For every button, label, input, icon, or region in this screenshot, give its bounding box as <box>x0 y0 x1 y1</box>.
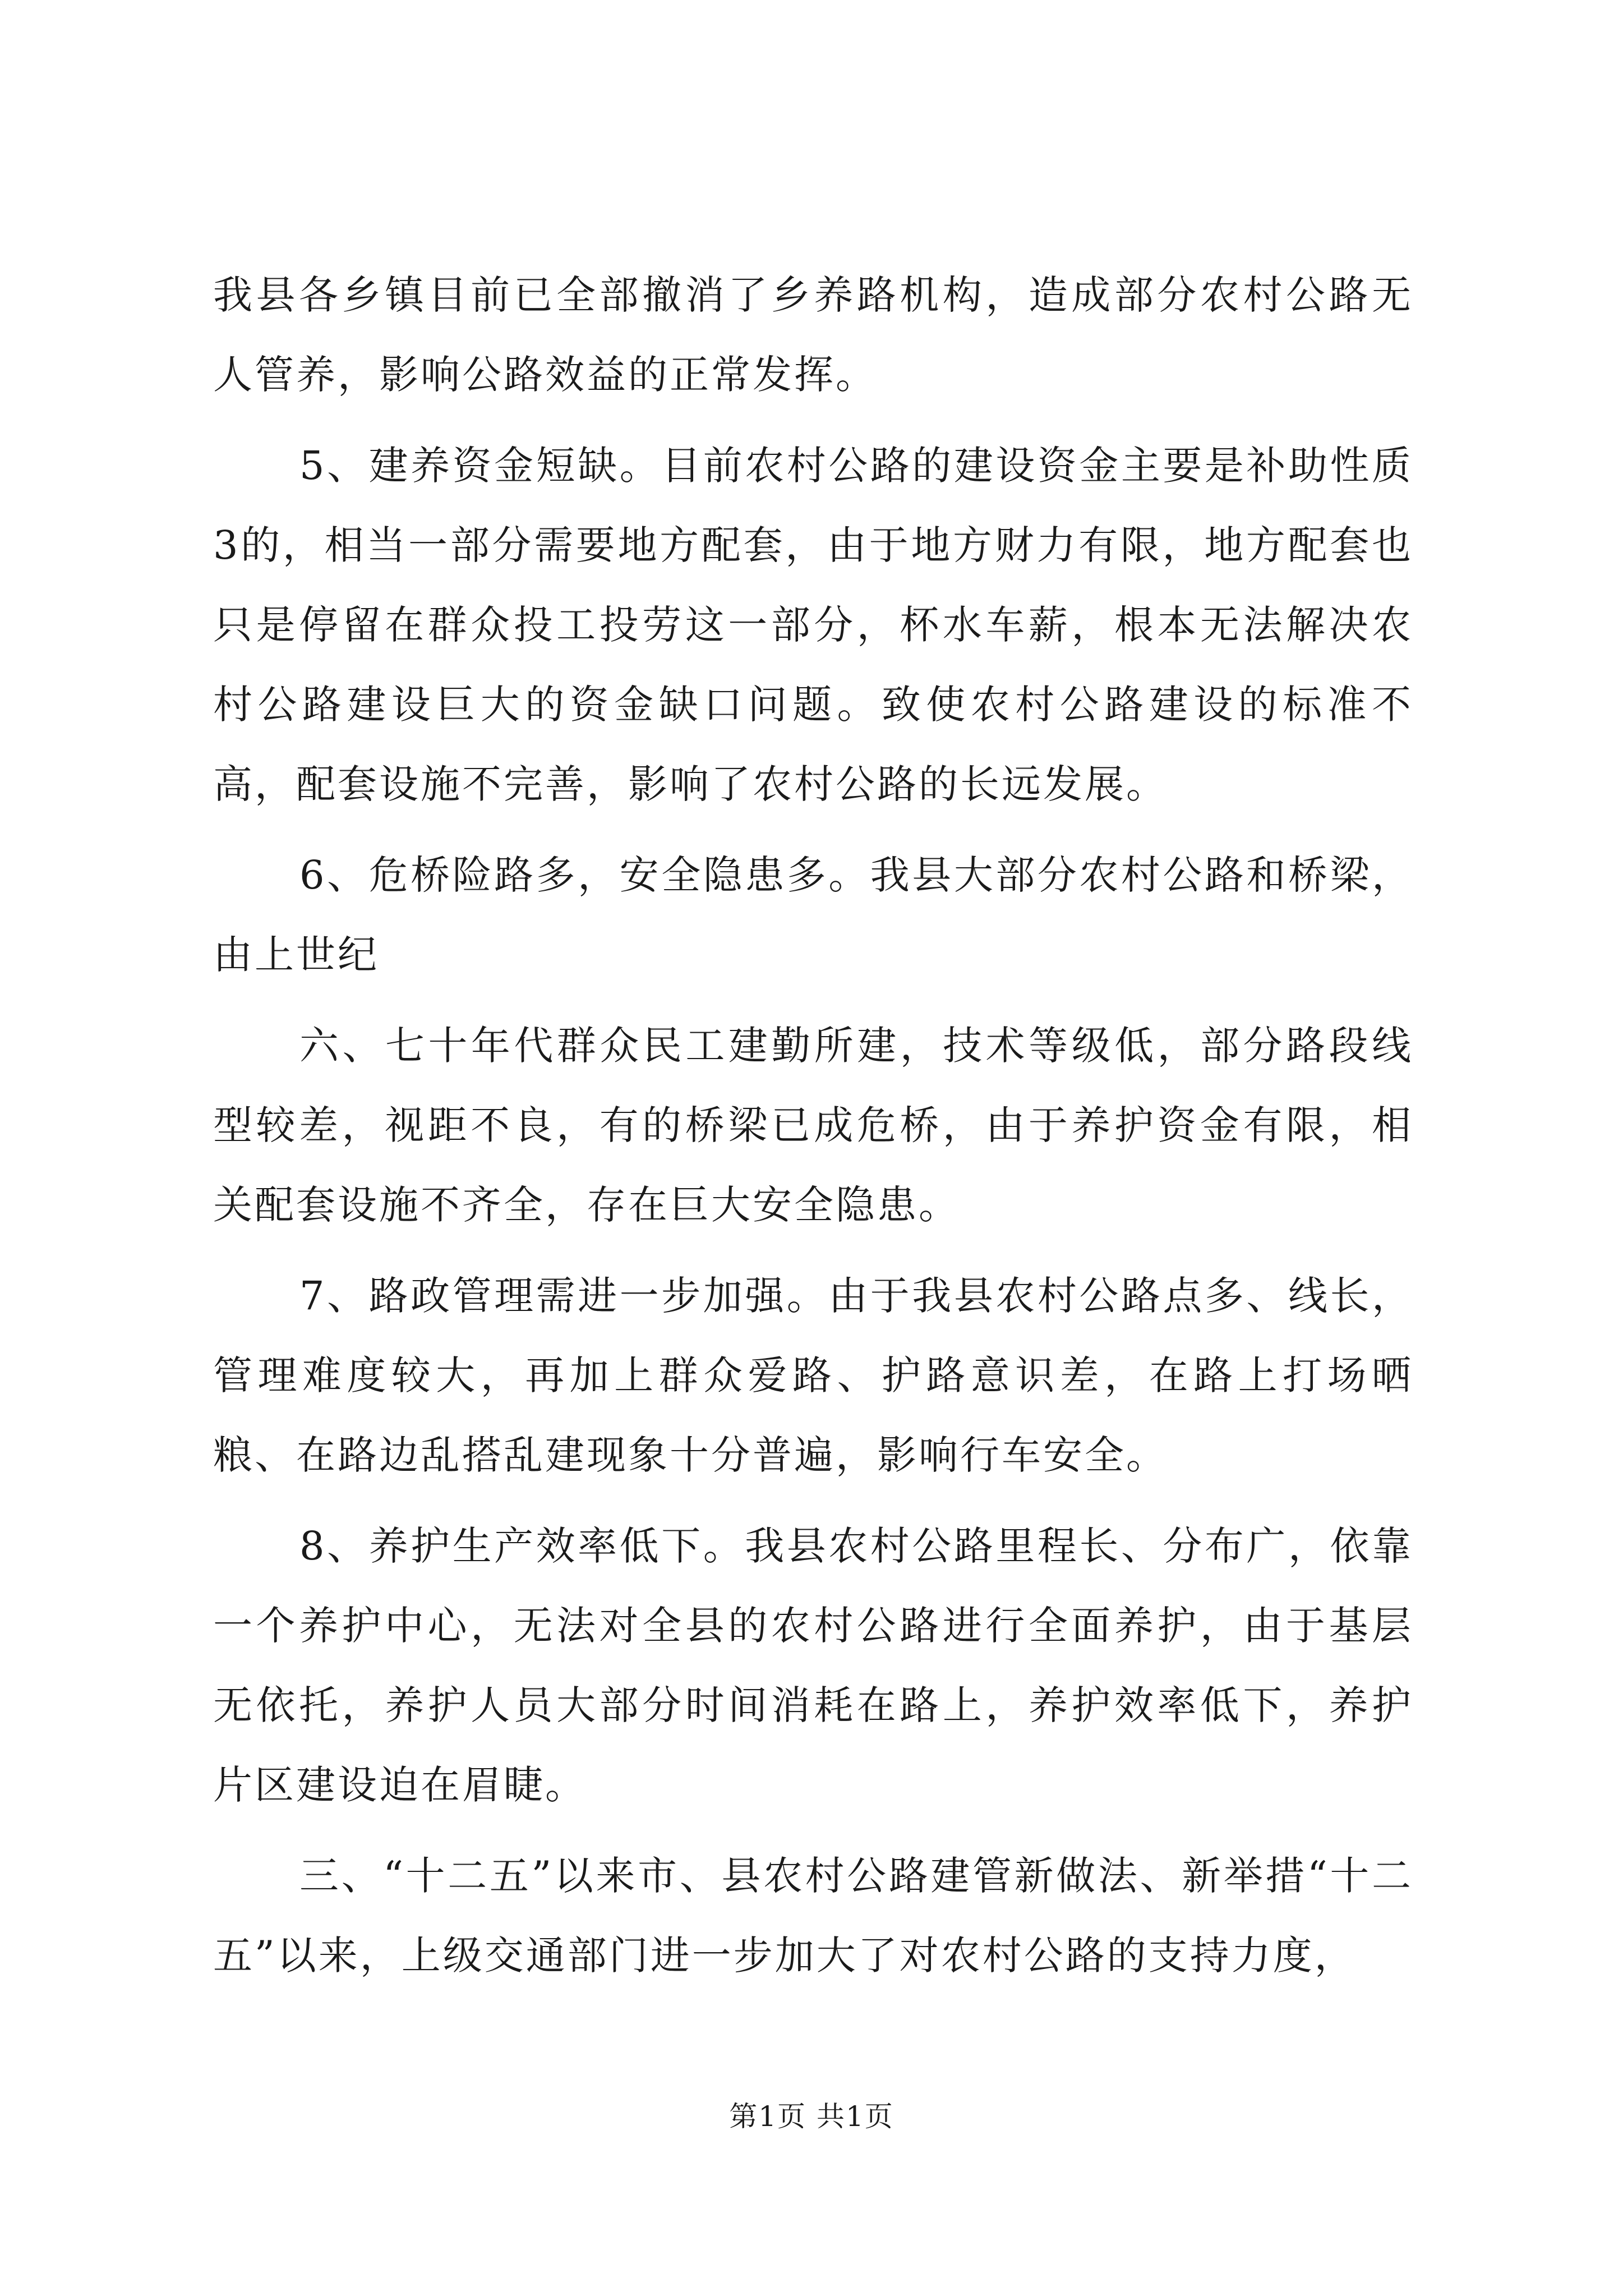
paragraph-7: 三、“十二五”以来市、县农村公路建管新做法、新举措“十二五”以来，上级交通部门进一步加大了对农村公路的支持力度， <box>213 1853 1413 1978</box>
paragraph-5: 7、路政管理需进一步加强。由于我县农村公路点多、线长，管理难度较大，再加上群众爱路、护路意识差，在路上打场晒粮、在路边乱搭乱建现象十分普遍，影响行车安全。 <box>213 1273 1413 1478</box>
page-footer: 第1页 共1页 <box>729 2100 894 2133</box>
document-body <box>213 255 1413 2007</box>
paragraph-6: 8、养护生产效率低下。我县农村公路里程长、分布广，依靠一个养护中心，无法对全县的农村公路进行全面养护，由于基层无依托，养护人员大部分时间消耗在路上，养护效率低下，养护片区建设迫在眉睫。 <box>213 1523 1413 1808</box>
paragraph-4: 六、七十年代群众民工建勤所建，技术等级低，部分路段线型较差，视距不良，有的桥梁已成危桥，由于养护资金有限，相关配套设施不齐全，存在巨大安全隐患。 <box>213 1023 1413 1228</box>
paragraph-2: 5、建养资金短缺。目前农村公路的建设资金主要是补助性质3的，相当一部分需要地方配套，由于地方财力有限，地方配套也只是停留在群众投工投劳这一部分，杯水车薪，根本无法解决农村公路建设巨大的资金缺口问题。致使农村公路建设的标准不高，配套设施不完善，影响了农村公路的长远发展。 <box>213 443 1413 807</box>
paragraph-3: 6、危桥险路多，安全隐患多。我县大部分农村公路和桥梁，由上世纪 <box>213 852 1413 978</box>
paragraph-1: 我县各乡镇目前已全部撤消了乡养路机构，造成部分农村公路无人管养，影响公路效益的正常发挥。 <box>213 272 1413 398</box>
